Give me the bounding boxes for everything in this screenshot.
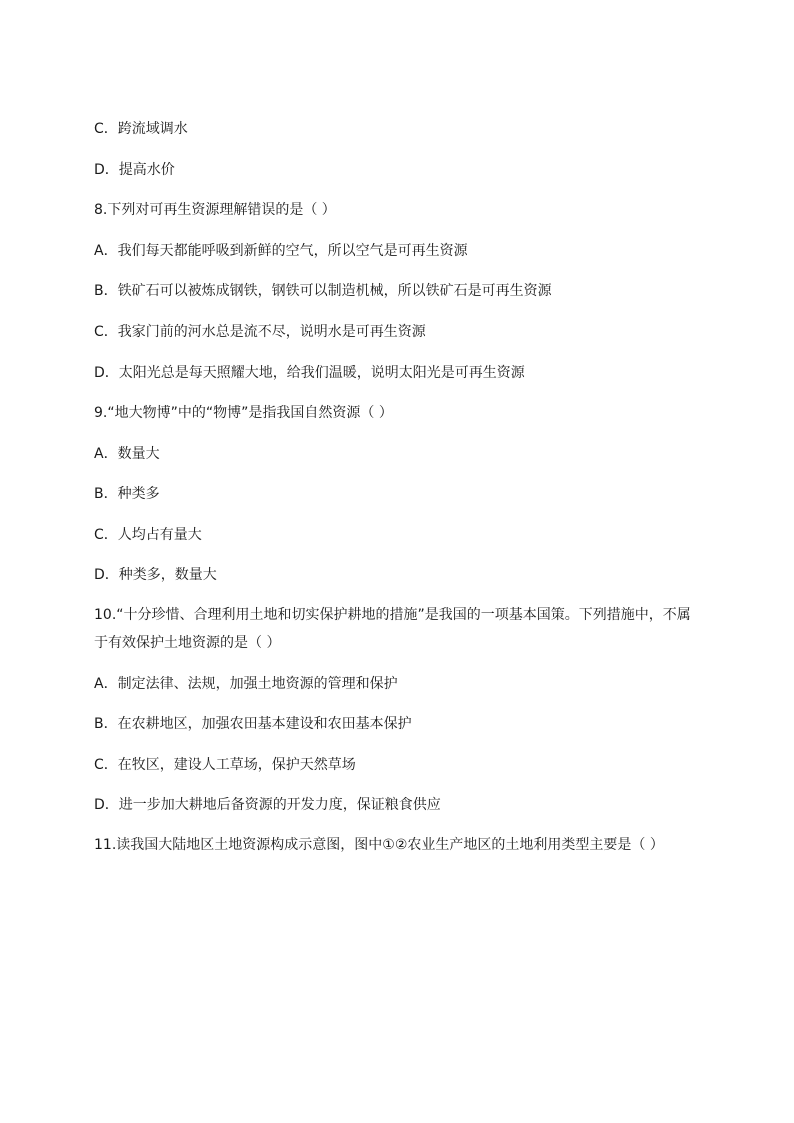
q10-stem-line1: 10.“十分珍惜、合理利用土地和切实保护耕地的措施”是我国的一项基本国策。下列措施中，不属	[94, 607, 691, 623]
q8-option-b: B．铁矿石可以被炼成钢铁，钢铁可以制造机械，所以铁矿石是可再生资源	[94, 283, 552, 299]
q10-option-c: C．在牧区，建设人工草场，保护天然草场	[94, 757, 356, 773]
q8-option-a: A．我们每天都能呼吸到新鲜的空气，所以空气是可再生资源	[94, 243, 468, 259]
q11-stem: 11.读我国大陆地区土地资源构成示意图，图中①②农业生产地区的土地利用类型主要是（ ）	[94, 837, 664, 853]
q7-option-d: D．提高水价	[94, 162, 175, 178]
q9-option-d: D．种类多，数量大	[94, 567, 217, 583]
q7-option-c: C．跨流域调水	[94, 121, 188, 137]
q10-stem-line2: 于有效保护土地资源的是（ ）	[94, 635, 281, 651]
q10-option-b: B．在农耕地区，加强农田基本建设和农田基本保护	[94, 716, 412, 732]
q10-option-d: D．进一步加大耕地后备资源的开发力度，保证粮食供应	[94, 797, 441, 813]
q9-option-b: B．种类多	[94, 486, 160, 502]
q10-option-a: A．制定法律、法规，加强土地资源的管理和保护	[94, 676, 398, 692]
q9-stem: 9.“地大物博”中的“物博”是指我国自然资源（ ）	[94, 405, 393, 421]
q8-stem: 8.下列对可再生资源理解错误的是（ ）	[94, 202, 336, 218]
q8-option-d: D．太阳光总是每天照耀大地，给我们温暖，说明太阳光是可再生资源	[94, 365, 525, 381]
q9-option-a: A．数量大	[94, 446, 160, 462]
q9-option-c: C．人均占有量大	[94, 527, 202, 543]
q8-option-c: C．我家门前的河水总是流不尽，说明水是可再生资源	[94, 324, 426, 340]
